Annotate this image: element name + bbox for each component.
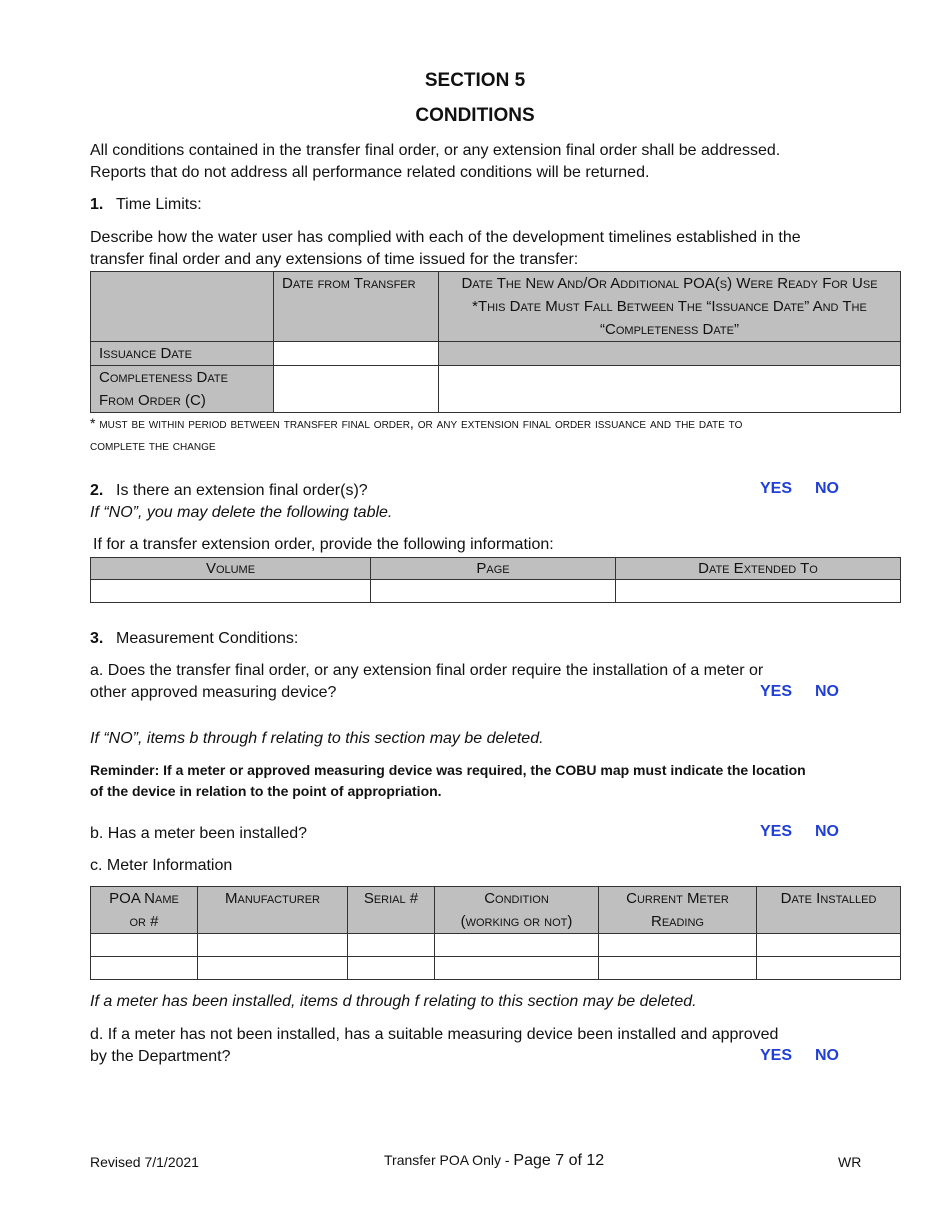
table-row	[91, 957, 901, 980]
item-3a-line-2: other approved measuring device?	[90, 684, 337, 701]
condition-line-2: (working or not)	[460, 913, 573, 930]
item-2-question-text: Is there an extension final order(s)?	[116, 482, 368, 499]
completeness-line-1: Completeness Date	[99, 369, 228, 386]
extension-volume-cell[interactable]	[91, 580, 371, 603]
item-2-no[interactable]: NO	[815, 480, 839, 497]
item-1-desc-line-2: transfer final order and any extensions of time issued for the transfer:	[90, 251, 579, 268]
item-3d-line-1: d. If a meter has not been installed, has a suitable measuring device been installed and approved	[90, 1026, 779, 1043]
completeness-date-cell[interactable]	[274, 366, 439, 413]
footer-revised: Revised 7/1/2021	[90, 1154, 199, 1170]
extension-header-date-extended: Date Extended To	[616, 558, 901, 580]
item-2-note: If “NO”, you may delete the following table.	[90, 504, 393, 521]
item-3b-yes[interactable]: YES	[760, 823, 793, 840]
time-limits-table	[90, 271, 901, 413]
extension-header-page: Page	[371, 558, 616, 580]
item-3a-question	[90, 660, 870, 704]
meter-header-current-reading	[599, 887, 757, 934]
meter-header-row	[91, 887, 901, 934]
date-ready-line-3: “Completeness Date”	[600, 321, 739, 338]
completeness-line-2: From Order (C)	[99, 392, 206, 409]
item-2-number: 2.	[90, 482, 104, 499]
time-limits-header-date-ready	[439, 272, 901, 342]
reminder-line-1: Reminder: If a meter or approved measuring device was required, the COBU map must indicate the location	[90, 762, 806, 778]
reading-line-1: Current Meter	[626, 890, 729, 907]
meter-header-condition	[435, 887, 599, 934]
item-3a-no[interactable]: NO	[815, 683, 839, 700]
footnote-line-2: complete the change	[90, 437, 216, 453]
meter-header-serial: Serial #	[348, 887, 435, 934]
reading-line-2: Reading	[650, 913, 704, 930]
meter-cell[interactable]	[757, 957, 901, 980]
meter-cell[interactable]	[599, 957, 757, 980]
item-1-footnote	[90, 412, 890, 456]
completeness-date-label	[91, 366, 274, 413]
footer-page-number: Page 7 of 12	[513, 1152, 605, 1169]
item-1-heading	[90, 194, 870, 216]
time-limits-header-blank	[91, 272, 274, 342]
intro-line-1: All conditions contained in the transfer final order, or any extension final order shall be addressed.	[90, 142, 781, 159]
meter-cell[interactable]	[599, 934, 757, 957]
issuance-date-cell[interactable]	[274, 342, 439, 366]
section-subtitle: CONDITIONS	[415, 105, 535, 126]
issuance-date-row	[91, 342, 901, 366]
completeness-date-row	[91, 366, 901, 413]
item-3a-line-1: a. Does the transfer final order, or any extension final order require the installation of a meter or	[90, 662, 764, 679]
meter-header-date-installed: Date Installed	[757, 887, 901, 934]
intro-line-2: Reports that do not address all performance related conditions will be returned.	[90, 164, 650, 181]
item-1-description	[90, 227, 870, 271]
item-2-yes[interactable]: YES	[760, 480, 793, 497]
footer-center	[384, 1152, 604, 1170]
date-ready-line-2: *This Date Must Fall Between The “Issuance Date” And The	[472, 298, 867, 315]
poa-line-2: or #	[129, 913, 159, 930]
meter-cell[interactable]	[198, 957, 348, 980]
completeness-date-ready-cell[interactable]	[439, 366, 901, 413]
extension-date-cell[interactable]	[616, 580, 901, 603]
issuance-date-ready-cell	[439, 342, 901, 366]
item-3-reminder	[90, 760, 870, 802]
item-3-note-installed: If a meter has been installed, items d through f relating to this section may be deleted.	[90, 993, 697, 1010]
meter-cell[interactable]	[348, 957, 435, 980]
item-2-yes-no	[760, 480, 839, 498]
date-ready-line-1: Date The New And/Or Additional POA(s) Were Ready For Use	[461, 275, 878, 292]
item-3-note-no: If “NO”, items b through f relating to this section may be deleted.	[90, 730, 544, 747]
item-3a-yes-no	[760, 683, 839, 701]
extension-table	[90, 557, 901, 603]
footer-center-prefix: Transfer POA Only -	[384, 1152, 514, 1168]
meter-cell[interactable]	[348, 934, 435, 957]
item-3d-question	[90, 1024, 870, 1068]
item-2-question	[90, 480, 870, 502]
meter-cell[interactable]	[198, 934, 348, 957]
time-limits-header-date-from-transfer: Date from Transfer	[274, 272, 439, 342]
item-3d-yes[interactable]: YES	[760, 1047, 793, 1064]
issuance-date-label: Issuance Date	[91, 342, 274, 366]
meter-cell[interactable]	[91, 934, 198, 957]
meter-cell[interactable]	[435, 934, 599, 957]
footer-right: WR	[838, 1154, 862, 1170]
reminder-line-2: of the device in relation to the point of appropriation.	[90, 783, 442, 799]
item-2-provide: If for a transfer extension order, provide the following information:	[93, 536, 554, 553]
meter-cell[interactable]	[435, 957, 599, 980]
extension-header-row	[91, 558, 901, 580]
time-limits-header-row	[91, 272, 901, 342]
item-3-heading	[90, 628, 870, 650]
item-3d-no[interactable]: NO	[815, 1047, 839, 1064]
item-3-number: 3.	[90, 630, 104, 647]
condition-line-1: Condition	[484, 890, 549, 907]
meter-cell[interactable]	[91, 957, 198, 980]
item-3d-yes-no	[760, 1047, 839, 1065]
meter-header-manufacturer: Manufacturer	[198, 887, 348, 934]
item-3b-question: b. Has a meter been installed?	[90, 825, 308, 842]
extension-header-volume: Volume	[91, 558, 371, 580]
item-1-number: 1.	[90, 196, 104, 213]
section-title: SECTION 5	[424, 70, 526, 91]
poa-line-1: POA Name	[109, 890, 179, 907]
item-1-desc-line-1: Describe how the water user has complied with each of the development timelines established in the	[90, 229, 801, 246]
meter-cell[interactable]	[757, 934, 901, 957]
extension-row	[91, 580, 901, 603]
meter-info-table	[90, 886, 901, 980]
meter-header-poa	[91, 887, 198, 934]
item-3c-label: c. Meter Information	[90, 857, 233, 874]
item-3-label: Measurement Conditions:	[116, 630, 299, 647]
table-row	[91, 934, 901, 957]
item-3d-line-2: by the Department?	[90, 1048, 231, 1065]
footnote-line-1: * must be within period between transfer final order, or any extension final order issuance and the date to	[90, 415, 743, 431]
extension-page-cell[interactable]	[371, 580, 616, 603]
item-1-label: Time Limits:	[116, 196, 202, 213]
item-3b-no[interactable]: NO	[815, 823, 839, 840]
intro-text	[90, 140, 870, 184]
item-3b-yes-no	[760, 823, 839, 841]
item-3a-yes[interactable]: YES	[760, 683, 793, 700]
